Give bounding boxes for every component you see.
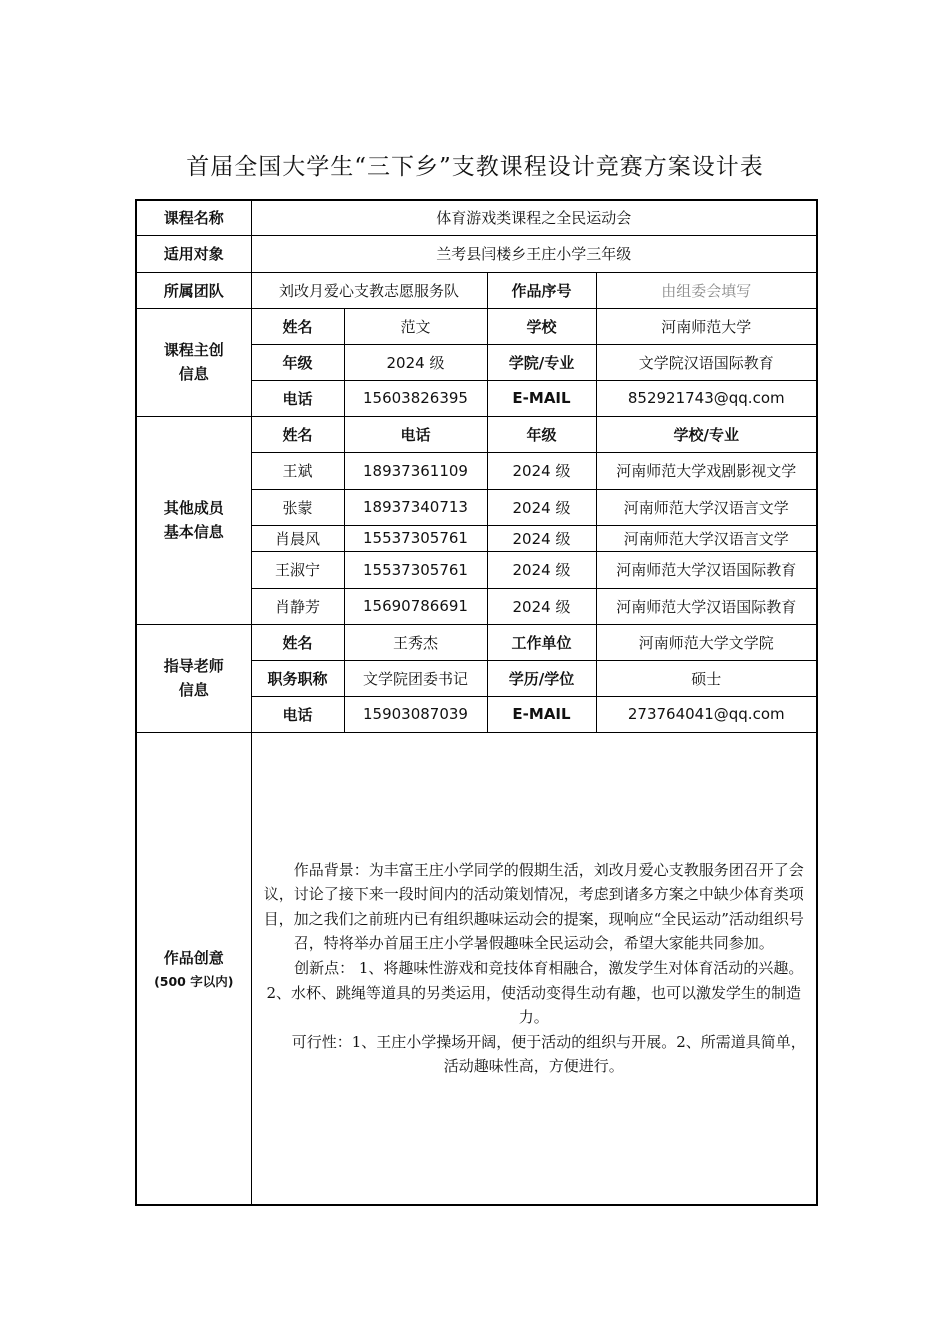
advisor-name: 王秀杰 [344,624,487,660]
member-phone: 15690786691 [344,588,487,624]
member-phone: 18937340713 [344,489,487,525]
member-phone: 15537305761 [344,551,487,588]
members-header-row [136,416,817,452]
member-phone: 15537305761 [344,525,487,551]
member-school: 河南师范大学戏剧影视文学 [596,452,817,489]
members-header-name: 姓名 [251,416,344,452]
lead-school: 河南师范大学 [596,308,817,344]
creativity-row [136,732,817,1205]
member-name: 王斌 [251,452,344,489]
member-name: 肖静芳 [251,588,344,624]
lead-section-label: 课程主创信息 [136,308,251,416]
member-grade: 2024 级 [487,452,596,489]
creativity-paragraph-feasibility: 可行性：1、王庄小学操场开阔，便于活动的组织与开展。2、所需道具简单，活动趣味性高，方便进行。 [291,1032,806,1076]
advisor-row-1 [136,624,817,660]
advisor-unit: 河南师范大学文学院 [596,624,817,660]
advisor-unit-label: 工作单位 [487,624,596,660]
serial-value: 由组委会填写 [596,272,817,308]
member-grade: 2024 级 [487,551,596,588]
team-label: 所属团队 [136,272,251,308]
creativity-label-cell [136,732,251,1205]
lead-name: 范文 [344,308,487,344]
lead-grade-label: 年级 [251,344,344,380]
member-school: 河南师范大学汉语言文学 [596,489,817,525]
advisor-email-label: E-MAIL [487,696,596,732]
lead-college: 文学院汉语国际教育 [596,344,817,380]
creativity-note: (500 字以内) [154,973,234,989]
member-grade: 2024 级 [487,489,596,525]
serial-label: 作品序号 [487,272,596,308]
member-name: 肖晨风 [251,525,344,551]
advisor-section-label: 指导老师信息 [136,624,251,732]
member-school: 河南师范大学汉语言文学 [596,525,817,551]
members-header-school: 学校/专业 [596,416,817,452]
lead-grade: 2024 级 [344,344,487,380]
advisor-name-label: 姓名 [251,624,344,660]
audience-row [136,235,817,272]
creativity-label: 作品创意 [163,948,224,967]
members-header-grade: 年级 [487,416,596,452]
team-value: 刘改月爱心支教志愿服务队 [251,272,487,308]
creativity-paragraph-innovation: 创新点： 1、将趣味性游戏和竞技体育相融合，激发学生对体育活动的兴趣。2、水杯、跳绳等道具的另类运用，使活动变得生动有趣，也可以激发学生的制造力。 [266,958,804,1027]
course-label: 课程名称 [136,200,251,235]
audience-value: 兰考县闫楼乡王庄小学三年级 [251,235,817,272]
advisor-title-label: 职务职称 [251,660,344,696]
advisor-phone: 15903087039 [344,696,487,732]
creativity-paragraph-background: 作品背景：为丰富王庄小学同学的假期生活，刘改月爱心支教服务团召开了会议，讨论了接下来一段时间内的活动策划情况，考虑到诸多方案之中缺少体育类项目，加之我们之前班内已有组织趣味运动会的提案，现响应“全民运动”活动组织号召，特将举办首届王庄小学暑假趣味全民运动会，希望大家能共同参加。 [263,860,804,953]
members-section-label: 其他成员基本信息 [136,416,251,624]
team-row [136,272,817,308]
member-school: 河南师范大学汉语国际教育 [596,588,817,624]
course-row [136,200,817,235]
page-title: 首届全国大学生“三下乡”支教课程设计竞赛方案设计表 [186,154,764,180]
member-name: 张蒙 [251,489,344,525]
members-header-phone: 电话 [344,416,487,452]
advisor-email: 273764041@qq.com [596,696,817,732]
lead-email: 852921743@qq.com [596,380,817,416]
member-name: 王淑宁 [251,551,344,588]
advisor-phone-label: 电话 [251,696,344,732]
advisor-degree: 硕士 [596,660,817,696]
lead-phone-label: 电话 [251,380,344,416]
lead-school-label: 学校 [487,308,596,344]
lead-email-label: E-MAIL [487,380,596,416]
advisor-degree-label: 学历/学位 [487,660,596,696]
lead-row-1 [136,308,817,344]
lead-name-label: 姓名 [251,308,344,344]
audience-label: 适用对象 [136,235,251,272]
member-school: 河南师范大学汉语国际教育 [596,551,817,588]
creativity-content [251,732,817,1205]
member-phone: 18937361109 [344,452,487,489]
course-value: 体育游戏类课程之全民运动会 [251,200,817,235]
lead-college-label: 学院/专业 [487,344,596,380]
advisor-title: 文学院团委书记 [344,660,487,696]
lead-phone: 15603826395 [344,380,487,416]
design-form-table [135,199,818,1206]
member-grade: 2024 级 [487,588,596,624]
member-grade: 2024 级 [487,525,596,551]
